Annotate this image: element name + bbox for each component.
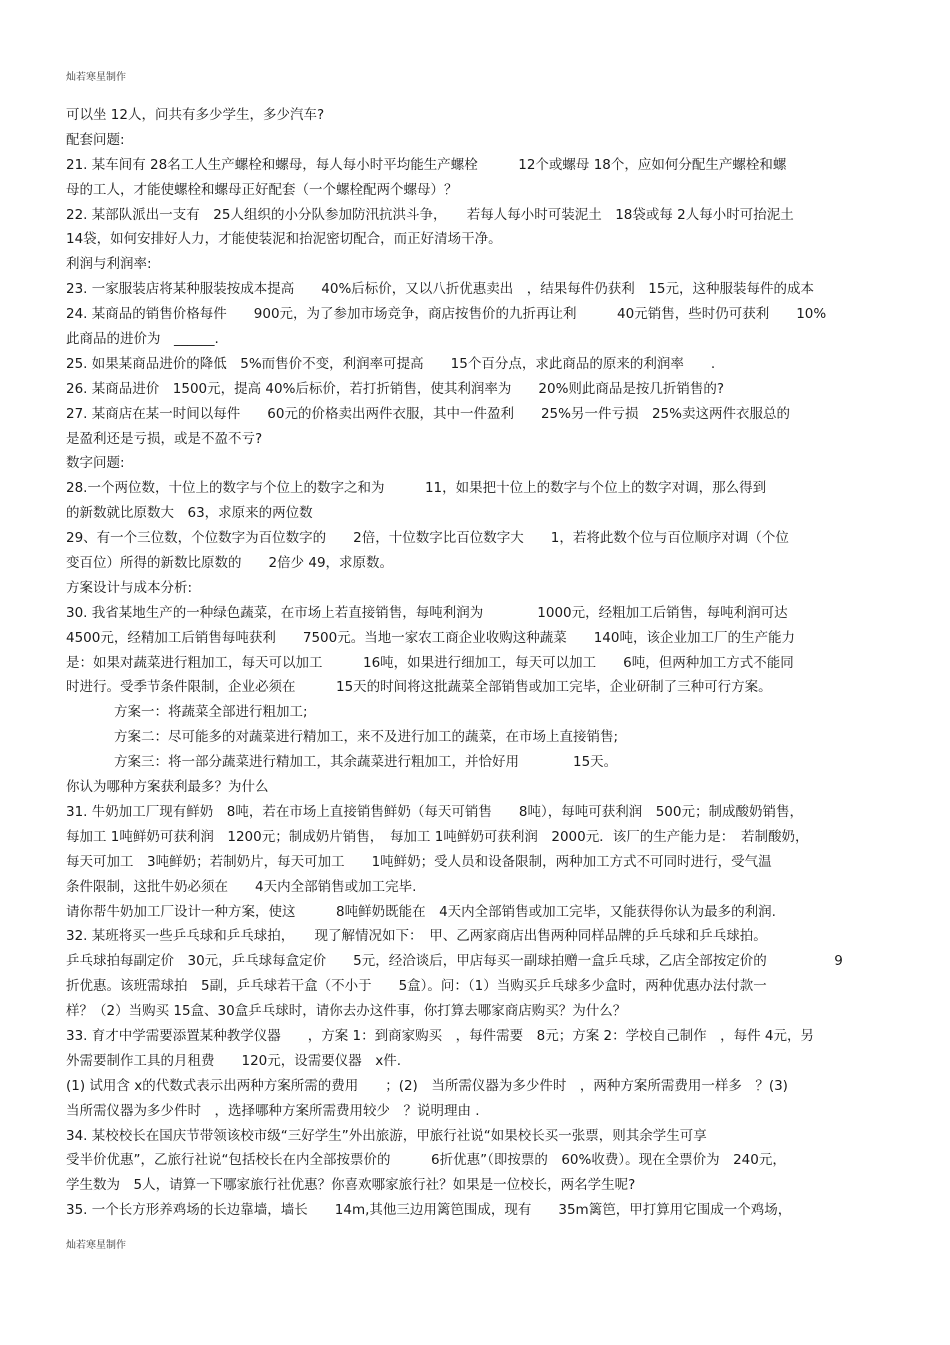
text-line: 4500元，经精加工后销售每吨获利 7500元。当地一家农工商企业收购这种蔬菜 140吨，该企业加工厂的生产能力 — [66, 629, 795, 646]
text-line: 32. 某班将买一些乒乓球和乒乓球拍， 现了解情况如下： 甲、乙两家商店出售两种同样品牌的乒乓球和乒乓球拍。 — [66, 928, 767, 945]
document-body — [66, 103, 886, 1223]
text-line: 请你帮牛奶加工厂设计一种方案，使这 8吨鲜奶既能在 4天内全部销售或加工完毕，又能获得你认为最多的利润. — [66, 903, 776, 920]
text-line: 27. 某商店在某一时间以每件 60元的价格卖出两件衣服，其中一件盈利 25%另一件亏损 25%卖这两件衣服总的 — [66, 405, 790, 422]
text-line: 21. 某车间有 28名工人生产螺栓和螺母，每人每小时平均能生产螺栓 12个或螺母 18个，应如何分配生产螺栓和螺 — [66, 156, 787, 173]
text-line: 数字问题: — [66, 455, 125, 472]
text-line: 学生数为 5人，请算一下哪家旅行社优惠？你喜欢哪家旅行社？如果是一位校长，两名学生呢? — [66, 1177, 636, 1194]
text-line: 可以坐 12人，问共有多少学生，多少汽车? — [66, 107, 325, 123]
text-line: 配套问题: — [66, 131, 125, 148]
text-line: 24. 某商品的销售价格每件 900元，为了参加市场竞争，商店按售价的九折再让利 40元销售，些时仍可获利 10% — [66, 306, 827, 323]
text-line: 折优惠。该班需球拍 5副，乒乓球若干盒（不小于 5盒）。问：（1）当购买乒乓球多少盒时，两种优惠办法付款一 — [66, 978, 767, 995]
text-line: 30. 我省某地生产的一种绿色蔬菜，在市场上若直接销售，每吨利润为 1000元，经粗加工后销售，每吨利润可达 — [66, 604, 788, 621]
text-line: 29、有一个三位数，个位数字为百位数字的 2倍，十位数字比百位数字大 1，若将此数个位与百位顺序对调（个位 — [66, 530, 789, 547]
text-line: 28.一个两位数，十位上的数字与个位上的数字之和为 11，如果把十位上的数字与个位上的数字对调，那么得到 — [66, 480, 767, 497]
text-line: 35. 一个长方形养鸡场的长边靠墙，墙长 14m,其他三边用篱笆围成，现有 35m篱笆，甲打算用它围成一个鸡场， — [66, 1202, 792, 1219]
text-line: 的新数就比原数大 63，求原来的两位数 — [66, 505, 313, 522]
page-header: 灿若寒星制作 — [66, 72, 126, 83]
text-line: 方案三：将一部分蔬菜进行精加工，其余蔬菜进行粗加工，并恰好用 15天。 — [114, 754, 618, 771]
page-footer: 灿若寒星制作 — [66, 1240, 126, 1251]
text-line: 每加工 1吨鲜奶可获利润 1200元；制成奶片销售， 每加工 1吨鲜奶可获利润 2000元．该厂的生产能力是： 若制酸奶， — [66, 828, 809, 845]
text-line: 利润与利润率: — [66, 256, 152, 273]
text-line: 你认为哪种方案获利最多？为什么 — [66, 779, 269, 796]
text-line: 是盈利还是亏损，或是不盈不亏? — [66, 430, 263, 447]
text-line: 方案二：尽可能多的对蔬菜进行精加工，来不及进行加工的蔬菜，在市场上直接销售; — [114, 729, 619, 746]
text-line: 方案设计与成本分析: — [66, 579, 193, 596]
text-line: 外需要制作工具的月租费 120元，设需要仪器 x件. — [66, 1052, 402, 1069]
text-line: 变百位）所得的新数比原数的 2倍少 49，求原数。 — [66, 555, 394, 572]
text-line: 样？（2）当购买 15盒、30盒乒乓球时，请你去办这件事，你打算去哪家商店购买？为什么？ — [66, 1003, 627, 1020]
text-line: (1) 试用含 x的代数式表示出两种方案所需的费用 ；(2) 当所需仪器为多少件时 ，两种方案所需费用一样多 ？(3) — [66, 1077, 788, 1094]
text-line: 方案一：将蔬菜全部进行粗加工; — [114, 704, 308, 721]
text-line: 22. 某部队派出一支有 25人组织的小分队参加防汛抗洪斗争， 若每人每小时可装泥土 18袋或每 2人每小时可抬泥土 — [66, 206, 794, 223]
text-line: 此商品的进价为 ______. — [66, 331, 219, 348]
text-line: 26. 某商品进价 1500元，提高 40%后标价，若打折销售，使其利润率为 20%则此商品是按几折销售的? — [66, 380, 725, 397]
text-line: 母的工人，才能使螺栓和螺母正好配套（一个螺栓配两个螺母）？ — [66, 181, 458, 198]
text-line: 34. 某校校长在国庆节带领该校市级“三好学生”外出旅游，甲旅行社说“如果校长买一张票，则其余学生可享 — [66, 1127, 707, 1144]
text-line: 当所需仪器为多少件时 ，选择哪种方案所需费用较少 ？说明理由 . — [66, 1102, 480, 1119]
text-line: 31. 牛奶加工厂现有鲜奶 8吨，若在市场上直接销售鲜奶（每天可销售 8吨），每吨可获利润 500元；制成酸奶销售， — [66, 803, 803, 820]
text-line: 每天可加工 3吨鲜奶；若制奶片，每天可加工 1吨鲜奶；受人员和设备限制，两种加工方式不可同时进行，受气温 — [66, 853, 772, 870]
text-line: 23. 一家服装店将某种服装按成本提高 40%后标价，又以八折优惠卖出 ，结果每件仍获利 15元，这种服装每件的成本 — [66, 281, 814, 298]
text-line: 条件限制，这批牛奶必须在 4天内全部销售或加工完毕. — [66, 878, 417, 895]
text-line: 乒乓球拍每副定价 30元，乒乓球每盒定价 5元，经洽谈后，甲店每买一副球拍赠一盒乒乓球，乙店全部按定价的 9 — [66, 953, 843, 970]
text-line: 时进行。受季节条件限制，企业必须在 15天的时间将这批蔬菜全部销售或加工完毕，企业研制了三种可行方案。 — [66, 679, 772, 696]
text-line: 33. 育才中学需要添置某种教学仪器 ，方案 1：到商家购买 ，每件需要 8元；方案 2：学校自己制作 ，每件 4元，另 — [66, 1027, 814, 1044]
text-line: 25. 如果某商品进价的降低 5%而售价不变，利润率可提高 15个百分点，求此商品的原来的利润率 . — [66, 355, 716, 372]
text-line: 是：如果对蔬菜进行粗加工，每天可以加工 16吨，如果进行细加工，每天可以加工 6吨，但两种加工方式不能同 — [66, 654, 794, 671]
text-line: 14袋，如何安排好人力，才能使装泥和抬泥密切配合，而正好清场干净。 — [66, 231, 502, 248]
text-line: 受半价优惠”，乙旅行社说“包括校长在内全部按票价的 6折优惠”（即按票的 60%收费）。现在全票价为 240元， — [66, 1152, 786, 1169]
